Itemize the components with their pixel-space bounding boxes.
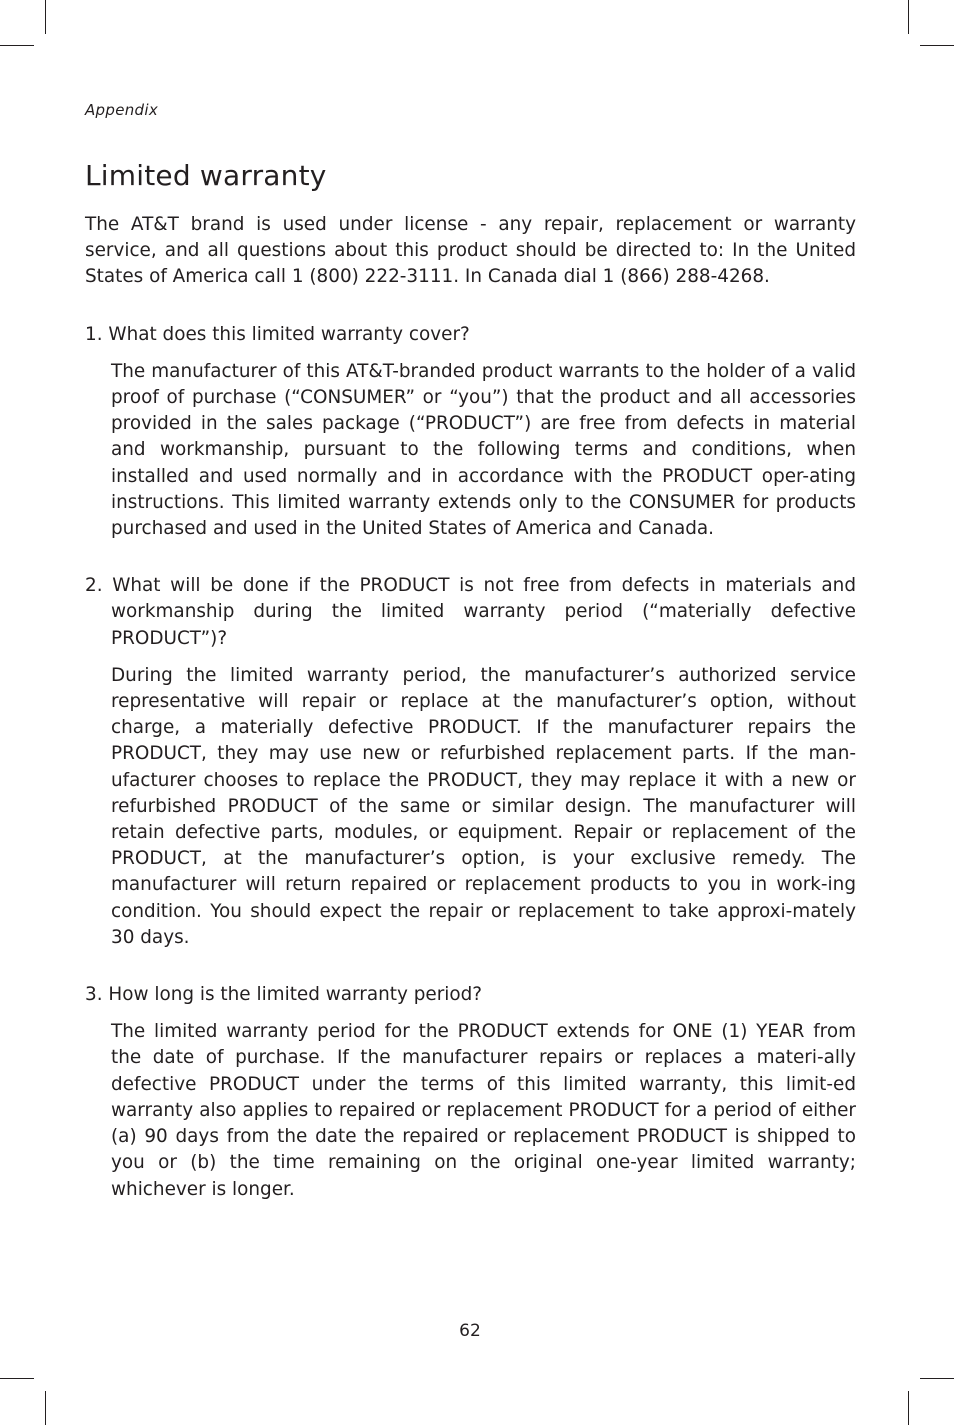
question-heading: 1. What does this limited warranty cover? <box>85 323 470 345</box>
crop-mark-top-right-vertical <box>908 0 909 34</box>
answer-paragraph: The limited warranty period for the PRODUCT extends for ONE (1) YEAR from the date of purchase. If the manufacturer repairs or replaces a materi-ally defective PRODUCT under the terms of this limited warranty, this limit-ed warranty also applies to repaired or replacement PRODUCT for a period of either (a) 90 days from the date the repaired or replacement PRODUCT is shipped to you or (b) the time remaining on the original one-year limited warranty; whichever is longer. <box>111 1021 856 1200</box>
page-title: Limited warranty <box>85 159 327 192</box>
warranty-item <box>85 573 856 951</box>
warranty-item <box>85 982 856 1203</box>
answer-paragraph: The manufacturer of this AT&T-branded product warrants to the holder of a valid proof of purchase (“CONSUMER” or “you”) that the product and all accessories provided in the sales package (“PRODUCT”) are free from defects in material and workmanship, pursuant to the following terms and conditions, when installed and used normally and in accordance with the PRODUCT oper-ating instructions. This limited warranty extends only to the CONSUMER for products purchased and used in the United States of America and Canada. <box>111 360 856 540</box>
crop-mark-bottom-left-horizontal <box>0 1378 34 1379</box>
page-number: 62 <box>459 1321 481 1341</box>
answer-paragraph: During the limited warranty period, the manufacturer’s authorized service representative will repair or replace at the manufacturer’s option, without charge, a materially defective PRODUCT. If the manufacturer repairs the PRODUCT, they may use new or refurbished replacement parts. If the man-ufacturer chooses to replace the PRODUCT, they may replace it with a new or refurbished PRODUCT of the same or similar design. The manufacturer will retain defective parts, modules, or equipment. Repair or replacement of the PRODUCT, at the manufacturer’s option, is your exclusive remedy. The manufacturer will return repaired or replacement products to you in work-ing condition. You should expect the repair or replacement to take approxi-mately 30 days. <box>111 664 856 948</box>
warranty-item <box>85 322 856 543</box>
crop-mark-top-right-horizontal <box>920 45 954 46</box>
intro-paragraph: The AT&T brand is used under license - any repair, replacement or warranty service, and all questions about this product should be directed to: In the United States of America call 1 (800) 222-3111. In Canada dial 1 (866) 288-4268. <box>85 214 856 288</box>
question-heading: 3. How long is the limited warranty period? <box>85 984 483 1006</box>
crop-mark-top-left-vertical <box>45 0 46 34</box>
crop-mark-top-left-horizontal <box>0 45 34 46</box>
crop-mark-bottom-right-horizontal <box>920 1378 954 1379</box>
crop-mark-bottom-left-vertical <box>45 1391 46 1425</box>
section-label: Appendix <box>85 101 159 119</box>
crop-mark-bottom-right-vertical <box>908 1391 909 1425</box>
question-heading: 2. What will be done if the PRODUCT is not free from defects in materials and workmanship during the limited warranty period (“materially defective PRODUCT”)? <box>85 575 856 649</box>
warranty-body <box>85 212 856 1234</box>
